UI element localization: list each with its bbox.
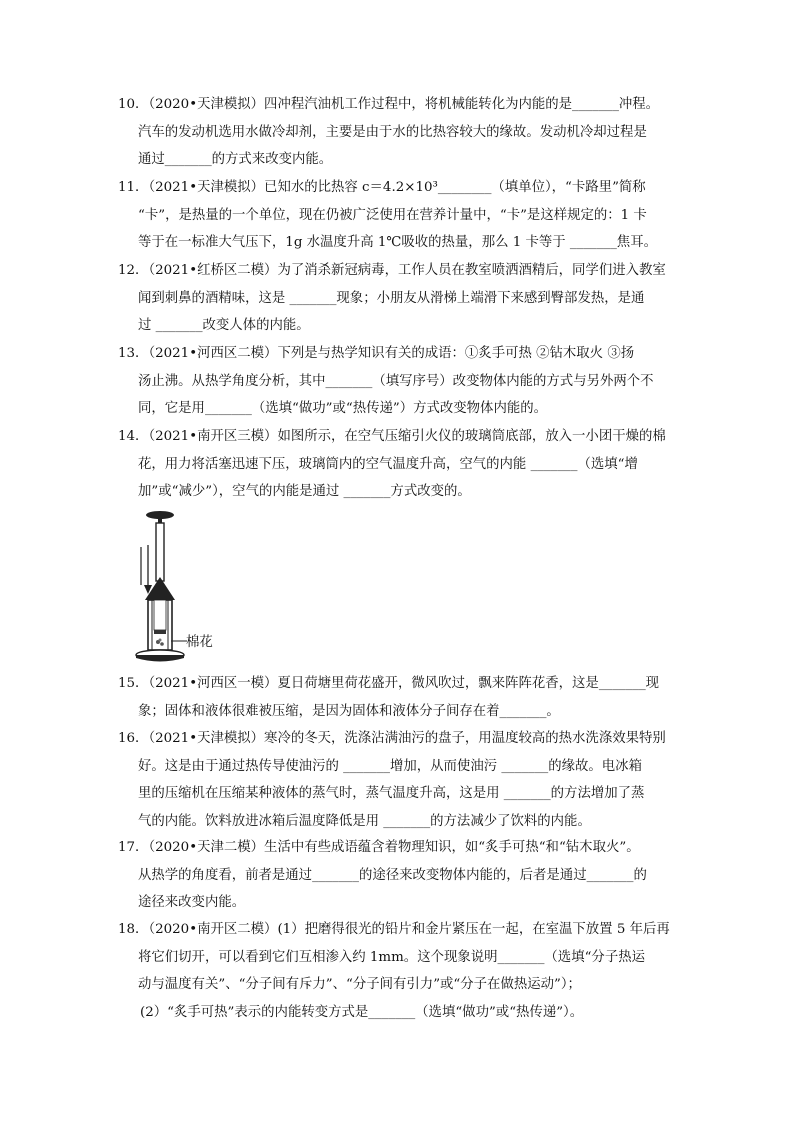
question-10 xyxy=(118,91,678,174)
question-13 xyxy=(118,340,678,423)
q17-line-1: 17．（2020•天津二模）生活中有些成语蕴含着物理知识，如“炙手可热“和“钻木取火”。 xyxy=(118,840,640,855)
question-16 xyxy=(118,725,678,835)
q14-line-1: 14．（2021•南开区三模）如图所示，在空气压缩引火仪的玻璃筒底部，放入一小团干燥的棉 xyxy=(118,429,666,444)
q16-line-2: 好。这是由于通过热传导使油污的 _______增加，从而使油污 _______的缘故。电冰箱 xyxy=(138,758,642,774)
q15-line-2: 象；固体和液体很难被压缩，是因为固体和液体分子间存在着_______。 xyxy=(138,703,560,719)
q11-line-2: “卡”，是热量的一个单位，现在仍被广泛使用在营养计量中，“卡”是这样规定的：1 卡 xyxy=(138,207,647,223)
q12-line-3: 过 _______改变人体的内能。 xyxy=(138,318,310,333)
q13-line-2: 汤止沸。从热学角度分析，其中_______（填写序号）改变物体内能的方式与另外两个不 xyxy=(138,373,654,389)
q11-line-3: 等于在一标准大气压下，1g 水温度升高 1℃吸收的热量，那么 1 卡等于 _______焦耳。 xyxy=(138,235,657,250)
q18-line-4: (2）“炙手可热”表示的内能转变方式是_______（选填“做功”或“热传递”）。 xyxy=(140,1004,584,1020)
q17-line-3: 途径来改变内能。 xyxy=(138,895,246,910)
q11-line-1: 11．（2021•天津模拟）已知水的比热容 c＝4.2×10³________（填单位），“卡路里”简称 xyxy=(118,180,646,195)
question-18 xyxy=(118,916,678,1026)
q16-line-1: 16．（2021•天津模拟）寒冷的冬天，洗涤沾满油污的盘子，用温度较高的热水洗涤效果特别 xyxy=(118,731,666,746)
q13-line-1: 13．（2021•河西区二模）下列是与热学知识有关的成语：①炙手可热 ②钻木取火 ③扬 xyxy=(118,346,635,361)
q16-line-3: 里的压缩机在压缩某种液体的蒸气时，蒸气温度升高，这是用 _______的方法增加了蒸 xyxy=(138,786,645,801)
q18-line-3: 动与温度有关”、“分子间有斥力”、“分子间有引力”或“分子在做热运动”）； xyxy=(138,977,581,992)
question-12 xyxy=(118,257,678,340)
q13-line-3: 同，它是用_______（选填“做功”或“热传递”）方式改变物体内能的。 xyxy=(138,401,548,416)
q16-line-4: 气的内能。饮料放进冰箱后温度降低是用 _______的方法减少了饮料的内能。 xyxy=(138,813,591,829)
q17-line-2: 从热学的角度看，前者是通过_______的途径来改变物体内能的，后者是通过_______的 xyxy=(138,867,647,883)
q14-line-3: 加”或“减少”），空气的内能是通过 _______方式改变的。 xyxy=(138,484,471,499)
q12-line-2: 闻到刺鼻的酒精味，这是 _______现象；小朋友从滑梯上端滑下来感到臀部发热，是通 xyxy=(138,290,645,306)
question-15 xyxy=(118,670,678,725)
q18-line-1: 18．（2020•南开区二模）(1）把磨得很光的铅片和金片紧压在一起，在室温下放置 5 年后再 xyxy=(118,922,670,937)
q12-line-1: 12．（2021•红桥区二模）为了消杀新冠病毒，工作人员在教室喷洒酒精后，同学们进入教室 xyxy=(118,263,666,278)
question-11 xyxy=(118,174,678,257)
q14-line-2: 花，用力将活塞迅速下压，玻璃筒内的空气温度升高，空气的内能 _______（选填“增 xyxy=(138,456,638,472)
question-14 xyxy=(118,423,678,506)
q18-line-2: 将它们切开，可以看到它们互相渗入约 1mm。这个现象说明_______（选填“分子热运 xyxy=(138,949,645,965)
arrow-down-icon xyxy=(143,545,153,595)
q10-line-2: 汽车的发动机选用水做冷却剂，主要是由于水的比热容较大的缘故。发动机冷却过程是 xyxy=(138,124,647,140)
q10-line-3: 通过_______的方式来改变内能。 xyxy=(138,152,333,167)
q15-line-1: 15．（2021•河西区一模）夏日荷塘里荷花盛开，微风吹过，飘来阵阵花香，这是_______现 xyxy=(118,676,660,691)
cotton-label: 棉花 xyxy=(186,635,213,650)
q10-line-1: 10．（2020•天津模拟）四冲程汽油机工作过程中，将机械能转化为内能的是_______冲程。 xyxy=(118,97,660,112)
question-17 xyxy=(118,834,678,917)
